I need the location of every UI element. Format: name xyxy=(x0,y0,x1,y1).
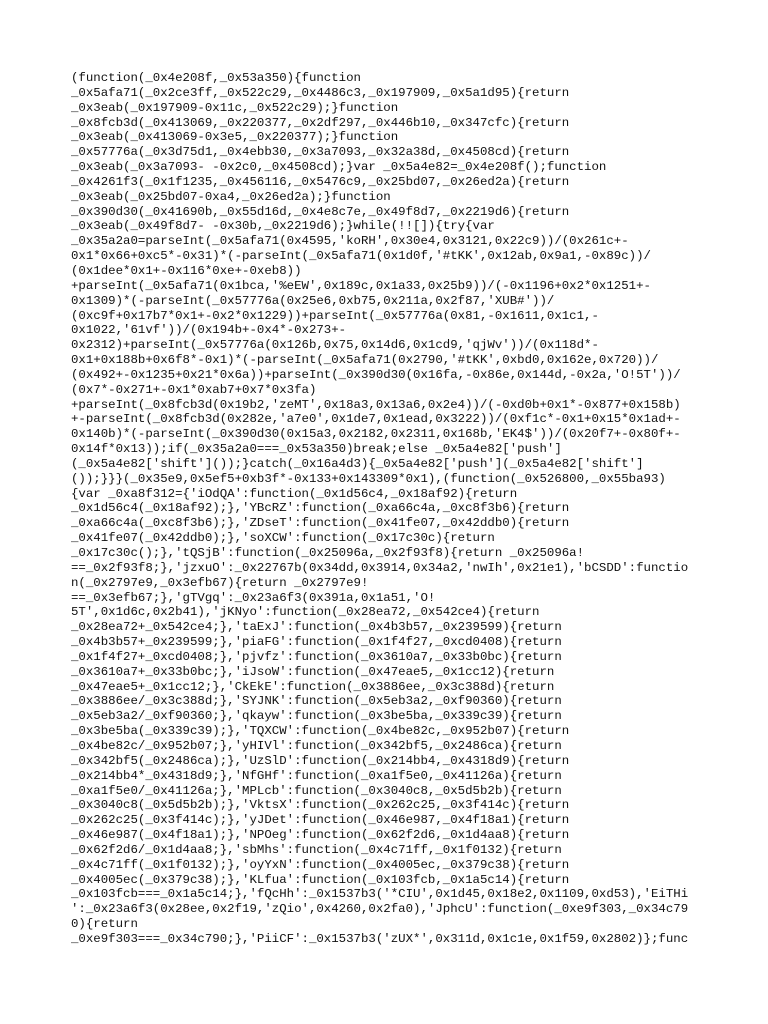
code-line: n(_0x2797e9,_0x3efb67){return _0x2797e9! xyxy=(71,575,369,590)
code-line: _0x3eab(_0x197909-0x11c,_0x522c29);}function xyxy=(71,100,399,115)
code-line: _0xa1f5e0/_0x41126a;},'MPLcb':function(_0x3040c8,_0x5d5b2b){return xyxy=(71,783,562,798)
code-line: 0){return xyxy=(71,917,138,932)
code-line: _0x3eab(_0x25bd07-0xa4,_0x26ed2a);}function xyxy=(71,189,391,204)
code-line: _0x4be82c/_0x952b07;},'yHIVl':function(_0x342bf5,_0x2486ca){return xyxy=(71,738,562,753)
code-line: _0xa66c4a(_0xc8f3b6);},'ZDseT':function(_0x41fe07,_0x42ddb0){return xyxy=(71,516,570,531)
code-line: _0x4c71ff(_0x1f0132);},'oyYxN':function(_0x4005ec,_0x379c38){return xyxy=(71,857,570,872)
code-line: _0x3be5ba(_0x339c39);},'TQXCW':function(_0x4be82c,_0x952b07){return xyxy=(71,724,570,739)
code-document xyxy=(71,71,701,947)
code-line: _0x46e987(_0x4f18a1);},'NPOeg':function(_0x62f2d6,_0x1d4aa8){return xyxy=(71,828,570,843)
code-line: _0x4b3b57+_0x239599;},'piaFG':function(_0x1f4f27,_0xcd0408){return xyxy=(71,635,562,650)
code-line: {var _0xa8f312={'iOdQA':function(_0x1d56c4,_0x18af92){return xyxy=(71,486,518,501)
code-line: _0x214bb4*_0x4318d9;},'NfGHf':function(_0xa1f5e0,_0x41126a){return xyxy=(71,768,562,783)
code-line: _0x3eab(_0x413069-0x3e5,_0x220377);}function xyxy=(71,130,399,145)
code-line: _0x28ea72+_0x542ce4;},'taExJ':function(_0x4b3b57,_0x239599){return xyxy=(71,620,562,635)
code-line: _0x35a2a0=parseInt(_0x5afa71(0x4595,'koRH',0x30e4,0x3121,0x22c9))/(0x261c+- xyxy=(71,234,629,249)
code-line: 0x1+0x188b+0x6f8*-0x1)*(-parseInt(_0x5afa71(0x2790,'#tKK',0xbd0,0x162e,0x720))/ xyxy=(71,353,659,368)
code-line: _0x47eae5+_0x1cc12;},'CkEkE':function(_0x3886ee,_0x3c388d){return xyxy=(71,679,555,694)
code-line: 0x1*0x66+0xc5*-0x31)*(-parseInt(_0x5afa71(0x1d0f,'#tKK',0x12ab,0x9a1,-0x89c))/ xyxy=(71,249,651,264)
code-line: _0xe9f303===_0x34c790;},'PiiCF':_0x1537b3('zUX*',0x311d,0x1c1e,0x1f59,0x2802)};func xyxy=(71,931,689,946)
code-line: _0x57776a(_0x3d75d1,_0x4ebb30,_0x3a7093,_0x32a38d,_0x4508cd){return xyxy=(71,145,570,160)
code-line: (0x1dee*0x1+-0x116*0xe+-0xeb8)) xyxy=(71,263,302,278)
code-line: ==_0x2f93f8;},'jzxuO':_0x22767b(0x34dd,0x3914,0x34a2,'nwIh',0x21e1),'bCSDD':functio xyxy=(71,560,689,575)
code-line: 0x1309)*(-parseInt(_0x57776a(0x25e6,0xb75,0x211a,0x2f87,'XUB#'))/ xyxy=(71,293,555,308)
code-line: +-parseInt(_0x8fcb3d(0x282e,'a7e0',0x1de7,0x1ead,0x3222))/(0xf1c*-0x1+0x15*0x1ad+- xyxy=(71,412,681,427)
code-line: _0x4261f3(_0x1f1235,_0x456116,_0x5476c9,_0x25bd07,_0x26ed2a){return xyxy=(71,174,570,189)
code-line: _0x3610a7+_0x33b0bc;},'iJsoW':function(_0x47eae5,_0x1cc12){return xyxy=(71,664,555,679)
code-line: (0x492+-0x1235+0x21*0x6a))+parseInt(_0x390d30(0x16fa,-0x86e,0x144d,-0x2a,'O!5T'))/ xyxy=(71,367,681,382)
code-line: _0x1d56c4(_0x18af92);},'YBcRZ':function(_0xa66c4a,_0xc8f3b6){return xyxy=(71,501,570,516)
code-line: 0x2312)+parseInt(_0x57776a(0x126b,0x75,0x14d6,0x1cd9,'qjWv'))/(0x118d*- xyxy=(71,338,599,353)
code-line: 0x140b)*(-parseInt(_0x390d30(0x15a3,0x2182,0x2311,0x168b,'EK4$'))/(0x20f7+-0x80f+- xyxy=(71,427,681,442)
code-line: _0x3886ee/_0x3c388d;},'SYJNK':function(_0x5eb3a2,_0xf90360){return xyxy=(71,694,562,709)
code-line: (0x7*-0x271+-0x1*0xab7+0x7*0x3fa) xyxy=(71,382,317,397)
code-line: _0x41fe07(_0x42ddb0);},'soXCW':function(_0x17c30c){return xyxy=(71,531,495,546)
code-line: (0xc9f+0x17b7*0x1+-0x2*0x1229))+parseInt(_0x57776a(0x81,-0x1611,0x1c1,- xyxy=(71,308,599,323)
code-line: ':_0x23a6f3(0x28ee,0x2f19,'zQio',0x4260,0x2fa0),'JphcU':function(_0xe9f303,_0x34c79 xyxy=(71,902,689,917)
code-line: +parseInt(_0x5afa71(0x1bca,'%eEW',0x189c,0x1a33,0x25b9))/(-0x1196+0x2*0x1251+- xyxy=(71,278,651,293)
code-line: _0x342bf5(_0x2486ca);},'UzSlD':function(_0x214bb4,_0x4318d9){return xyxy=(71,753,570,768)
code-line: _0x3eab(_0x49f8d7- -0x30b,_0x2219d6);}while(!![]){try{var xyxy=(71,219,495,234)
code-line: _0x4005ec(_0x379c38);},'KLfua':function(_0x103fcb,_0x1a5c14){return xyxy=(71,872,570,887)
code-line: _0x5eb3a2/_0xf90360;},'qkayw':function(_0x3be5ba,_0x339c39){return xyxy=(71,709,562,724)
code-line: ==_0x3efb67;},'gTVgq':_0x23a6f3(0x391a,0x1a51,'O! xyxy=(71,590,436,605)
code-line: ());}}}(_0x35e9,0x5ef5+0xb3f*-0x133+0x143309*0x1),(function(_0x526800,_0x55ba93) xyxy=(71,471,666,486)
code-line: _0x103fcb===_0x1a5c14;},'fQcHh':_0x1537b3('*CIU',0x1d45,0x18e2,0x1109,0xd53),'EiTHi xyxy=(71,887,689,902)
code-line: _0x390d30(_0x41690b,_0x55d16d,_0x4e8c7e,_0x49f8d7,_0x2219d6){return xyxy=(71,204,570,219)
code-line: _0x5afa71(_0x2ce3ff,_0x522c29,_0x4486c3,_0x197909,_0x5a1d95){return xyxy=(71,85,570,100)
code-line: (function(_0x4e208f,_0x53a350){function xyxy=(71,71,361,85)
code-line: _0x17c30c();},'tQSjB':function(_0x25096a,_0x2f93f8){return _0x25096a! xyxy=(71,546,585,560)
code-line: _0x262c25(_0x3f414c);},'yJDet':function(_0x46e987,_0x4f18a1){return xyxy=(71,813,570,828)
code-line: _0x1f4f27+_0xcd0408;},'pjvfz':function(_0x3610a7,_0x33b0bc){return xyxy=(71,649,562,664)
code-line: +parseInt(_0x8fcb3d(0x19b2,'zeMT',0x18a3,0x13a6,0x2e4))/(-0xd0b+0x1*-0x877+0x158b) xyxy=(71,397,681,412)
code-line: 5T',0x1d6c,0x2b41),'jKNyo':function(_0x28ea72,_0x542ce4){return xyxy=(71,605,540,620)
code-line: _0x62f2d6/_0x1d4aa8;},'sbMhs':function(_0x4c71ff,_0x1f0132){return xyxy=(71,842,562,857)
code-line: 0x14f*0x13));if(_0x35a2a0===_0x53a350)break;else _0x5a4e82['push'] xyxy=(71,442,562,457)
code-line: 0x1022,'61vf'))/(0x194b+-0x4*-0x273+- xyxy=(71,323,347,338)
code-line: _0x8fcb3d(_0x413069,_0x220377,_0x2df297,_0x446b10,_0x347cfc){return xyxy=(71,115,570,130)
code-line: _0x3eab(_0x3a7093- -0x2c0,_0x4508cd);}var _0x5a4e82=_0x4e208f();function xyxy=(71,160,607,175)
code-line: _0x3040c8(_0x5d5b2b);},'VktsX':function(_0x262c25,_0x3f414c){return xyxy=(71,798,570,813)
code-line: (_0x5a4e82['shift']());}catch(_0x16a4d3){_0x5a4e82['push'](_0x5a4e82['shift'] xyxy=(71,456,644,471)
